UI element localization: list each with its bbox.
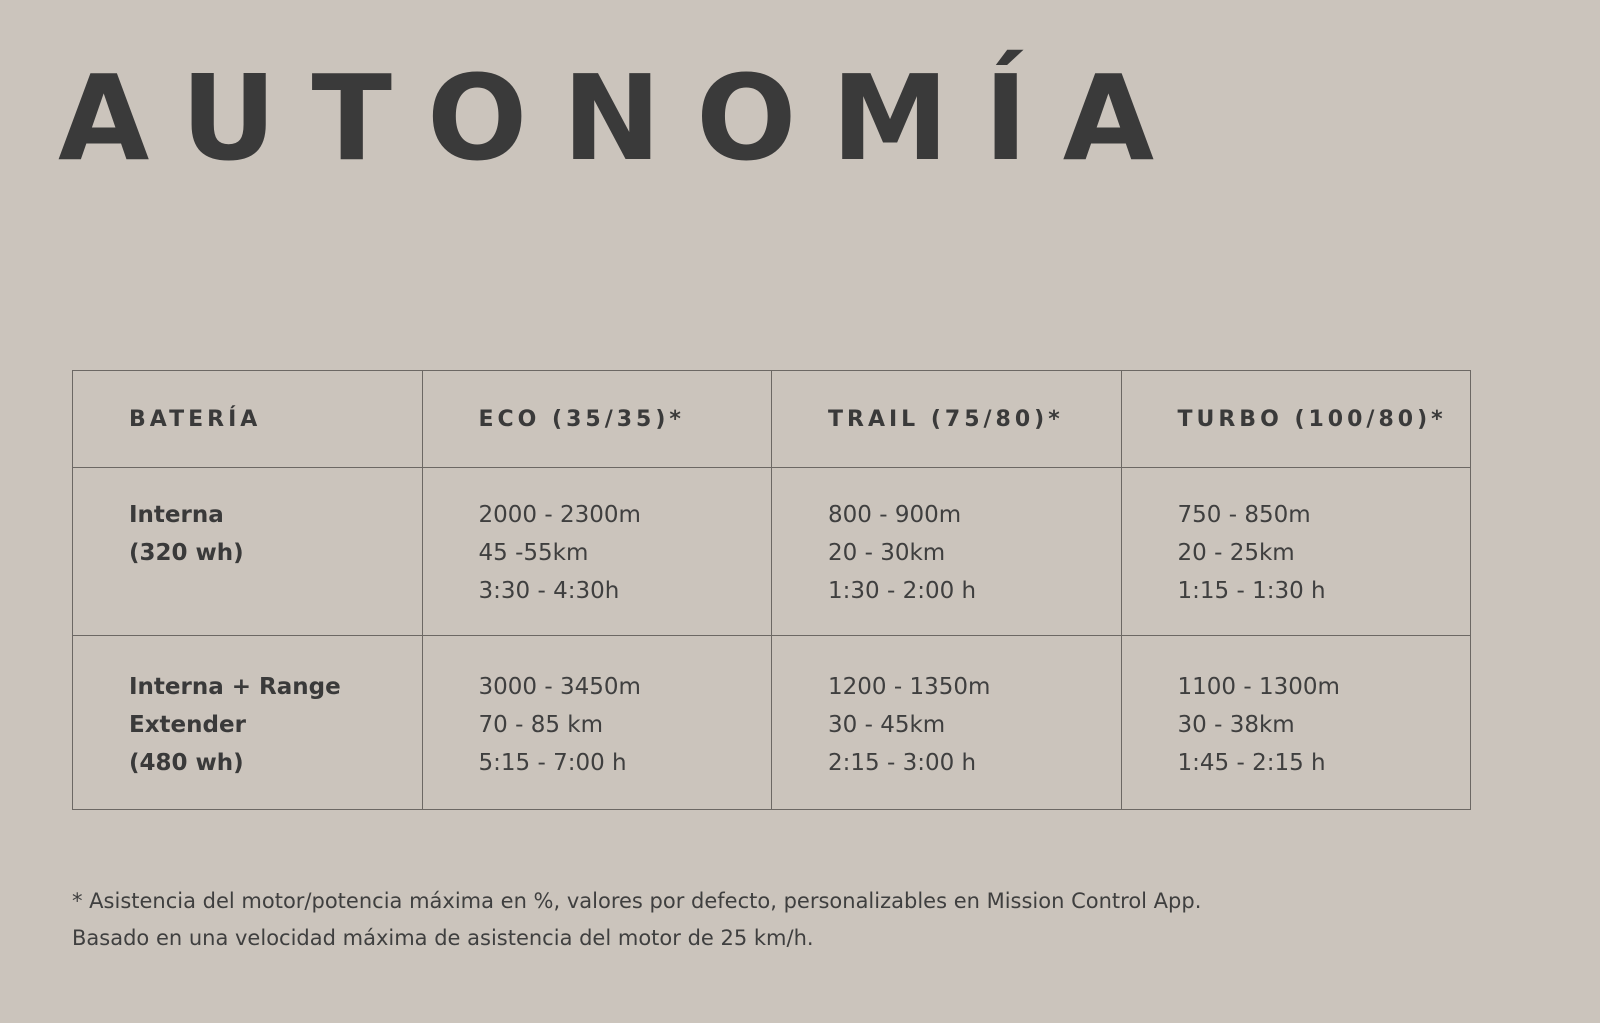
time-range: 1:45 - 2:15 h xyxy=(1177,750,1326,776)
battery-capacity: (320 wh) xyxy=(129,540,244,566)
table-header-row xyxy=(73,371,1471,468)
page-title: AUTONOMÍA xyxy=(58,49,1190,187)
column-header-turbo: TURBO (100/80)* xyxy=(1121,371,1471,468)
distance-range: 30 - 38km xyxy=(1177,712,1295,738)
trail-cell xyxy=(772,636,1122,810)
distance-range: 30 - 45km xyxy=(828,712,946,738)
footnote xyxy=(72,883,1201,957)
time-range: 3:30 - 4:30h xyxy=(478,578,620,604)
distance-range: 45 -55km xyxy=(478,540,589,566)
battery-cell xyxy=(73,468,423,636)
battery-name: Interna + Range xyxy=(129,674,341,700)
eco-cell xyxy=(422,636,772,810)
footnote-speed: Basado en una velocidad máxima de asistencia del motor de 25 km/h. xyxy=(72,926,814,950)
column-header-trail: TRAIL (75/80)* xyxy=(772,371,1122,468)
turbo-cell xyxy=(1121,636,1471,810)
table-row xyxy=(73,636,1471,810)
elevation-range: 1200 - 1350m xyxy=(828,674,991,700)
elevation-range: 1100 - 1300m xyxy=(1177,674,1340,700)
elevation-range: 800 - 900m xyxy=(828,502,962,528)
elevation-range: 2000 - 2300m xyxy=(478,502,641,528)
range-table xyxy=(72,370,1471,810)
trail-cell xyxy=(772,468,1122,636)
time-range: 2:15 - 3:00 h xyxy=(828,750,977,776)
distance-range: 70 - 85 km xyxy=(478,712,603,738)
distance-range: 20 - 25km xyxy=(1177,540,1295,566)
footnote-assistance: * Asistencia del motor/potencia máxima en %, valores por defecto, personalizables en Mission Control App. xyxy=(72,889,1202,913)
battery-name-continued: Extender xyxy=(129,712,246,738)
battery-name: Interna xyxy=(129,502,224,528)
column-header-eco: ECO (35/35)* xyxy=(422,371,772,468)
eco-cell xyxy=(422,468,772,636)
turbo-cell xyxy=(1121,468,1471,636)
battery-cell xyxy=(73,636,423,810)
elevation-range: 3000 - 3450m xyxy=(478,674,641,700)
time-range: 1:15 - 1:30 h xyxy=(1177,578,1326,604)
battery-capacity: (480 wh) xyxy=(129,750,244,776)
time-range: 1:30 - 2:00 h xyxy=(828,578,977,604)
elevation-range: 750 - 850m xyxy=(1177,502,1311,528)
distance-range: 20 - 30km xyxy=(828,540,946,566)
time-range: 5:15 - 7:00 h xyxy=(478,750,627,776)
table-row xyxy=(73,468,1471,636)
column-header-battery: BATERÍA xyxy=(73,371,423,468)
